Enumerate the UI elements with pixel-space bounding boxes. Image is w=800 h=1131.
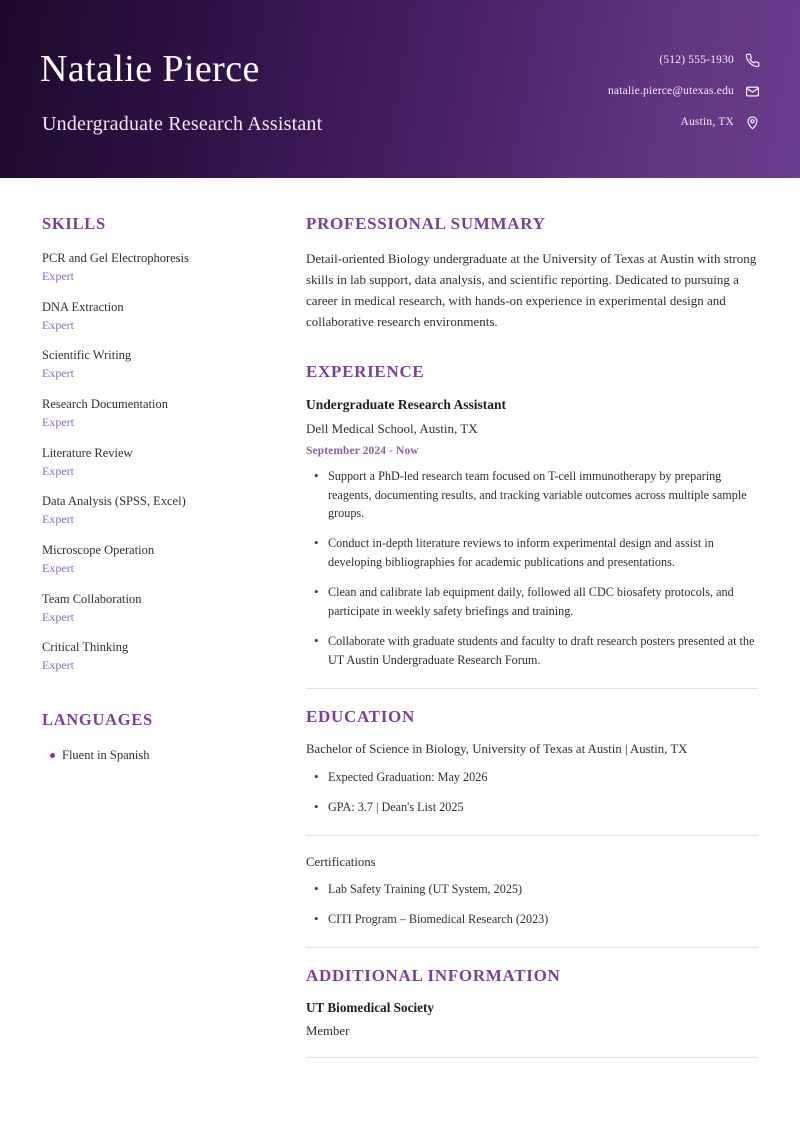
experience-organization: Dell Medical School, Austin, TX [306,420,478,436]
additional-role: Member [306,1024,350,1039]
skill-item [42,396,276,431]
languages-list [42,746,276,765]
skill-name: PCR and Gel Electrophoresis [42,251,189,265]
summary-heading: PROFESSIONAL SUMMARY [306,214,546,233]
contact-block [608,49,760,130]
skill-level: Expert [42,512,74,527]
languages-heading: LANGUAGES [42,710,153,730]
summary-section [306,214,758,332]
contact-location[interactable] [680,115,760,130]
additional-organization: UT Biomedical Society [306,1000,434,1016]
skill-level: Expert [42,366,74,381]
experience-section [306,362,758,670]
sidebar-column [0,178,300,769]
skill-level: Expert [42,463,74,478]
additional-information-section [306,966,758,1039]
education-section [306,707,758,929]
skill-name: Literature Review [42,445,133,460]
skill-level: Expert [42,658,74,673]
skills-heading: SKILLS [42,214,106,233]
skill-name: Microscope Operation [42,543,155,558]
contact-email-text: natalie.pierce@utexas.edu [607,85,734,97]
experience-bullet: • Support a PhD-led research team focused on T-cell immunotherapy by preparing reagents, documenting results, and tracking variable outcomes across multiple sample groups. [306,467,758,524]
skills-section [42,214,276,674]
skill-name: DNA Extraction [42,299,124,314]
certifications-list [306,880,758,929]
skill-item [42,493,276,528]
skill-name: Research Documentation [42,397,168,412]
skill-level: Expert [42,609,74,624]
candidate-job-title: Undergraduate Research Assistant [42,112,323,135]
section-divider [306,947,758,948]
skill-name: Team Collaboration [42,591,142,606]
skill-item [42,591,276,626]
experience-bullet: • Clean and calibrate lab equipment daily, followed all CDC biosafety protocols, and participate in weekly safety briefings and training. [306,583,758,621]
skill-level: Expert [42,317,74,332]
experience-bullet: • Collaborate with graduate students and faculty to draft research posters presented at the UT Austin Undergraduate Research Forum. [306,632,758,670]
contact-location-text: Austin, TX [680,116,734,128]
certification-item: • Lab Safety Training (UT System, 2025) [306,880,758,899]
location-icon [745,115,760,130]
experience-entry [306,396,758,670]
footer-divider [306,1057,758,1058]
identity-block [40,42,322,136]
experience-bullet: • Conduct in-depth literature reviews to inform experimental design and assist in developing bibliographies for academic publications and presentations. [306,534,758,572]
email-icon [745,84,760,99]
skill-name: Data Analysis (SPSS, Excel) [42,494,186,509]
contact-phone-text: (512) 555-1930 [659,54,734,66]
skill-item [42,542,276,577]
resume-body [0,178,800,1076]
experience-bullets [306,467,758,670]
resume-header [0,0,800,178]
education-bullet: • Expected Graduation: May 2026 [306,768,758,787]
language-item: Fluent in Spanish [42,746,276,765]
section-divider [306,688,758,689]
skill-item [42,639,276,674]
skill-item [42,299,276,334]
summary-text: Detail-oriented Biology undergraduate at the University of Texas at Austin with strong skills in lab support, data analysis, and scientific reporting. Dedicated to pursuing a career in medical research, with hands-on experience in experimental design and collaborative research environments. [306,251,757,330]
skill-name: Critical Thinking [42,640,129,655]
skill-level: Expert [42,414,74,429]
skill-level: Expert [42,268,74,283]
contact-email[interactable] [608,84,760,99]
main-column [300,178,800,1076]
certifications-label: Certifications [306,854,376,869]
skill-level: Expert [42,560,74,575]
education-bullets [306,768,758,817]
experience-title: Undergraduate Research Assistant [306,397,506,413]
skill-item [42,250,276,285]
experience-heading: EXPERIENCE [306,362,425,382]
education-heading: EDUCATION [306,706,415,726]
skill-name: Scientific Writing [42,348,132,363]
sidebar-spacer [42,688,276,710]
candidate-name: Natalie Pierce [40,48,260,91]
education-bullet: • GPA: 3.7 | Dean's List 2025 [306,798,758,817]
skill-item [42,347,276,382]
contact-phone[interactable] [659,53,760,68]
education-degree: Bachelor of Science in Biology, University of Texas at Austin | Austin, TX [306,741,688,756]
section-spacer [306,332,758,362]
additional-information-heading: ADDITIONAL INFORMATION [306,966,561,986]
education-divider [306,835,758,836]
languages-section [42,710,276,765]
phone-icon [745,53,760,68]
certification-item: • CITI Program – Biomedical Research (2023) [306,910,758,929]
skill-item [42,445,276,480]
experience-dates: September 2024 - Now [306,444,419,457]
